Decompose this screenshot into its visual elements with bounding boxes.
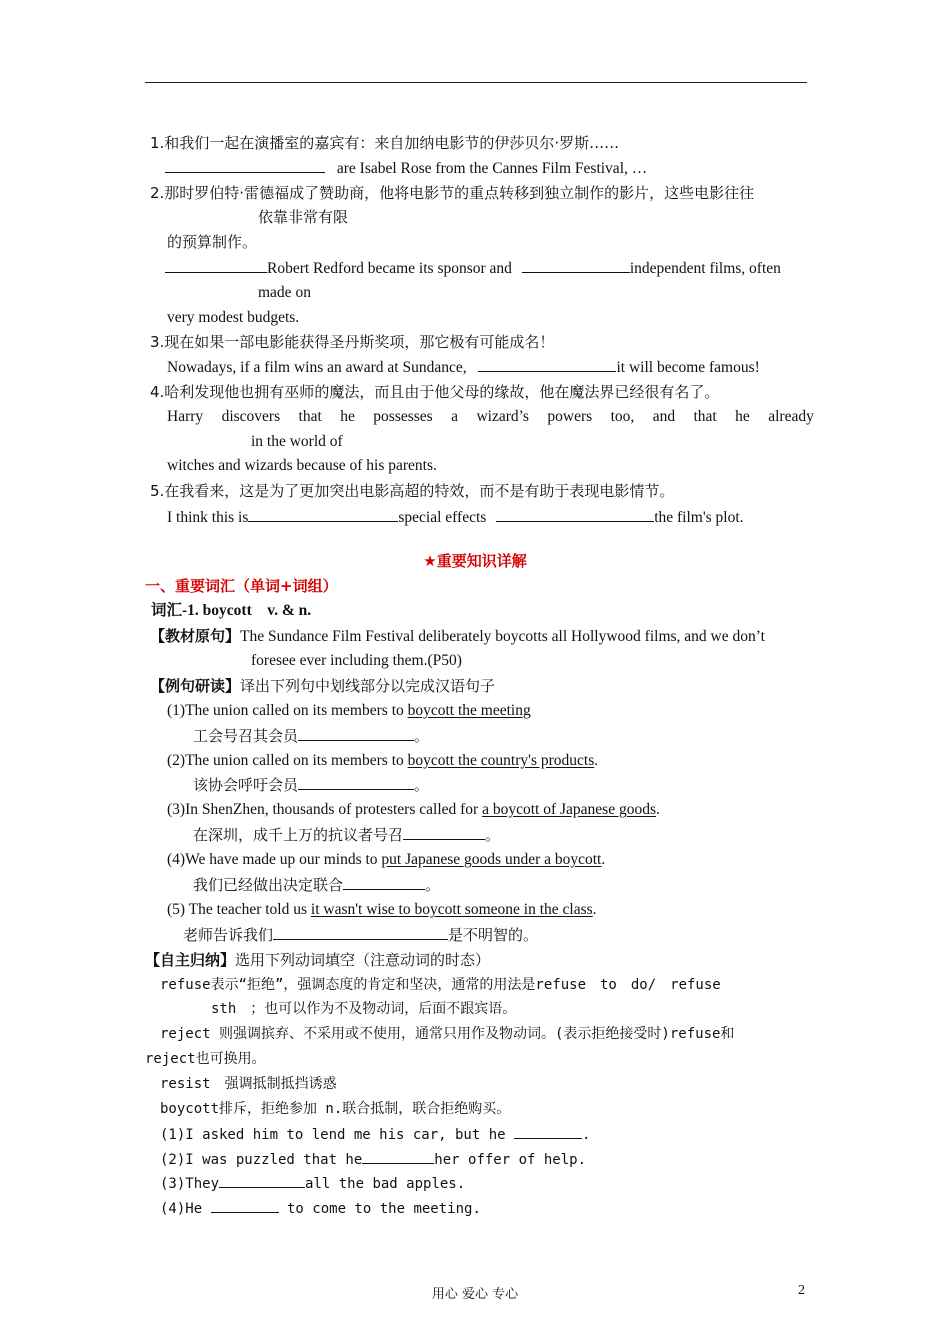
q2-chinese: 2.那时罗伯特·雷德福成了赞助商，他将电影节的重点转移到独立制作的影片，这些电影往往	[150, 184, 755, 202]
q3-blank[interactable]	[478, 357, 616, 372]
fill-1-blank[interactable]	[514, 1124, 582, 1139]
fill-2: (2)I was puzzled that he her offer of help.	[160, 1149, 586, 1170]
q2-chinese-line3: 的预算制作。	[167, 233, 258, 251]
page-footer: 用心 爱心 专心	[431, 1287, 519, 1302]
summary-resist: resist 强调抵制抵挡诱惑	[160, 1076, 337, 1092]
example-5-blank[interactable]	[273, 925, 448, 940]
example-2-blank[interactable]	[298, 775, 414, 790]
q1-blank[interactable]	[165, 158, 325, 173]
example-4-blank[interactable]	[343, 875, 425, 890]
summary-refuse-line2: sth ；也可以作为不及物动词，后面不跟宾语。	[211, 1001, 517, 1017]
example-1: (1)The union called on its members to boycott the meeting	[167, 702, 531, 719]
q2-english: Robert Redford became its sponsor and independent films, often	[165, 258, 781, 279]
vocab-heading: 一、重要词汇（单词+词组）	[145, 577, 338, 595]
q1-english: are Isabel Rose from the Cannes Film Festival, …	[165, 158, 647, 179]
q5-blank-1[interactable]	[248, 507, 398, 522]
q2-english-line3: very modest budgets.	[167, 309, 300, 326]
q2-chinese-line2: 依靠非常有限	[258, 208, 349, 226]
q2-english-line2: made on	[258, 284, 311, 301]
example-3-chinese: 在深圳，成千上万的抗议者号召 。	[193, 826, 501, 844]
section-title: ★重要知识详解	[423, 552, 527, 570]
example-2-chinese: 该协会呼吁会员 。	[193, 776, 430, 794]
q3-chinese: 3.现在如果一部电影能获得圣丹斯奖项，那它极有可能成名！	[150, 333, 555, 351]
fill-4-blank[interactable]	[211, 1198, 279, 1213]
summary-reject-line2: reject也可换用。	[145, 1051, 266, 1067]
q4-english-line3: witches and wizards because of his parents.	[167, 457, 437, 474]
example-3: (3)In ShenZhen, thousands of protesters called for a boycott of Japanese goods.	[167, 801, 660, 818]
textbook-sentence: 【教材原句】The Sundance Film Festival deliberately boycotts all Hollywood films, and we don’t	[150, 627, 765, 645]
summary-boycott: boycott排斥，拒绝参加 n.联合抵制，联合拒绝购买。	[160, 1101, 511, 1117]
example-5: (5) The teacher told us it wasn't wise to boycott someone in the class.	[167, 901, 597, 918]
q2-blank-2[interactable]	[522, 258, 630, 273]
q4-english-line2: in the world of	[251, 433, 343, 450]
summary-heading: 【自主归纳】选用下列动词填空（注意动词的时态）	[145, 951, 491, 969]
example-3-blank[interactable]	[403, 825, 485, 840]
textbook-sentence-line2: foresee ever including them.(P50)	[251, 652, 462, 669]
fill-2-blank[interactable]	[362, 1149, 434, 1164]
q5-chinese: 5.在我看来，这是为了更加突出电影高超的特效，而不是有助于表现电影情节。	[150, 482, 675, 500]
example-heading: 【例句研读】译出下列句中划线部分以完成汉语句子	[150, 677, 496, 695]
q1-chinese: 1.和我们一起在演播室的嘉宾有：来自加纳电影节的伊莎贝尔·罗斯……	[150, 134, 620, 152]
example-1-blank[interactable]	[298, 726, 414, 741]
summary-reject: reject 则强调摈弃、不采用或不使用，通常只用作及物动词。(表示拒绝接受时)refuse和	[160, 1026, 735, 1042]
example-1-chinese: 工会号召其会员 。	[193, 727, 430, 745]
vocab-1-title: 词汇-1. boycott v. & n.	[151, 602, 312, 619]
q4-english: Harry discovers that he possesses a wizard’s powers too, and that he already	[167, 408, 814, 425]
header-rule	[145, 82, 807, 83]
page-number: 2	[798, 1283, 805, 1298]
summary-refuse: refuse表示“拒绝”，强调态度的肯定和坚决，通常的用法是refuse to do/ refuse	[160, 977, 721, 993]
fill-3-blank[interactable]	[219, 1173, 305, 1188]
q4-chinese: 4.哈利发现他也拥有巫师的魔法，而且由于他父母的缘故，他在魔法界已经很有名了。	[150, 383, 720, 401]
q5-english: I think this is special effects the film's plot.	[167, 509, 744, 526]
example-2: (2)The union called on its members to boycott the country's products.	[167, 752, 599, 769]
q3-english: Nowadays, if a film wins an award at Sundance, it will become famous!	[167, 359, 760, 376]
fill-4: (4)He to come to the meeting.	[160, 1198, 481, 1219]
example-4: (4)We have made up our minds to put Japanese goods under a boycott.	[167, 851, 606, 868]
q2-blank-1[interactable]	[165, 258, 267, 273]
q5-blank-2[interactable]	[496, 507, 654, 522]
fill-1: (1)I asked him to lend me his car, but he .	[160, 1124, 590, 1145]
example-4-chinese: 我们已经做出决定联合 。	[193, 876, 441, 894]
fill-3: (3)They all the bad apples.	[160, 1173, 465, 1194]
example-5-chinese: 老师告诉我们 是不明智的。	[183, 926, 539, 944]
